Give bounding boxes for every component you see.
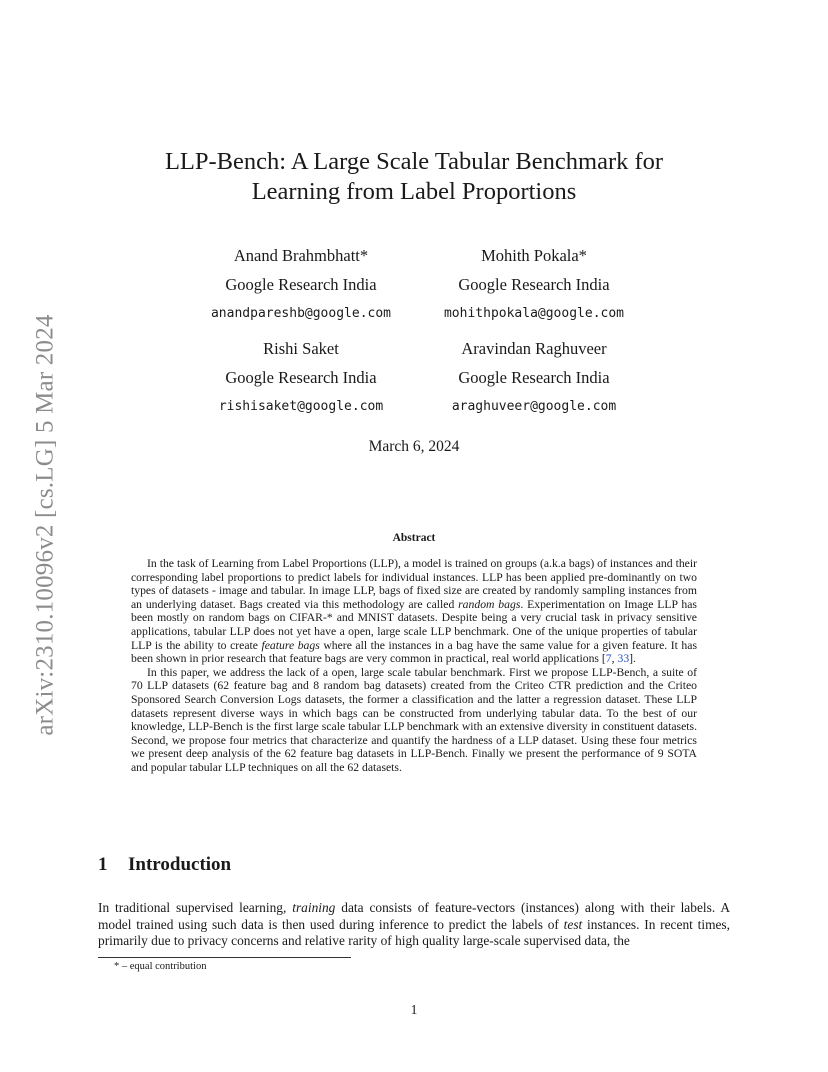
abstract-text: where all the instances in a bag have the same value for a given feature. It has been shown in prior research that feature bags are very common in practical, real world applications [ xyxy=(131,638,697,666)
author-affiliation: Google Research India xyxy=(225,275,377,294)
abstract-text: , xyxy=(611,652,618,666)
footnote-divider xyxy=(98,957,351,958)
author-email: rishisaket@google.com xyxy=(218,399,384,414)
author-block xyxy=(414,241,654,328)
author-block xyxy=(414,334,654,421)
author-email: mohithpokala@google.com xyxy=(443,306,624,321)
citation-link[interactable]: 33 xyxy=(617,652,630,666)
section-number: 1 xyxy=(98,854,108,875)
abstract-heading: Abstract xyxy=(392,532,436,544)
intro-emphasis: test xyxy=(563,916,583,932)
author-affiliation: Google Research India xyxy=(458,368,610,387)
author-name: Mohith Pokala* xyxy=(481,246,587,265)
abstract-body xyxy=(131,557,697,775)
author-email: araghuveer@google.com xyxy=(451,399,617,414)
footnote: * – equal contribution xyxy=(114,961,207,972)
arxiv-stamp xyxy=(28,290,64,760)
page-number: 1 xyxy=(410,1002,418,1017)
paper-title-line-2: Learning from Label Proportions xyxy=(251,178,577,205)
abstract-paragraph xyxy=(131,557,697,666)
intro-text: In traditional supervised learning, xyxy=(98,900,293,915)
abstract-text: ]. xyxy=(629,652,636,666)
abstract-emphasis: feature bags xyxy=(261,638,320,652)
intro-body xyxy=(98,900,730,950)
abstract-text: . Experimentation on Image LLP has been mostly on random bags on CIFAR-* and MNIST datasets. Despite being a very crucial task in privacy sensitive applications, tabular LLP does not yet have a open, large scale LLP benchmark. One of the unique properties of tabular LLP is the ability to create xyxy=(131,597,697,652)
citation-link[interactable]: 7 xyxy=(605,652,612,666)
section-heading xyxy=(98,854,231,876)
author-name: Rishi Saket xyxy=(263,339,339,358)
author-affiliation: Google Research India xyxy=(458,275,610,294)
author-block xyxy=(181,241,421,328)
abstract-text: In the task of Learning from Label Proportions (LLP), a model is trained on groups (a.k.a bags) of instances and their corresponding label proportions to predict labels for individual instances. LLP has been applied pre-dominantly on two types of datasets - image and tabular. In image LLP, bags of fixed size are created by randomly sampling instances from an underlying dataset. Bags created via this methodology are called xyxy=(131,557,697,611)
intro-emphasis: training xyxy=(292,900,336,915)
abstract-paragraph: In this paper, we address the lack of a open, large scale tabular benchmark. First we propose LLP-Bench, a suite of 70 LLP datasets (62 feature bag and 8 random bag datasets) created from the Criteo CTR prediction and the Criteo Sponsored Search Conversion Logs datasets, the former a classification and the latter a regression dataset. These LLP datasets represent diverse ways in which bags can be constructed from underlying tabular data. To the best of our knowledge, LLP-Bench is the first large scale tabular LLP benchmark with an extensive diversity in constituent datasets. Second, we propose four metrics that characterize and quantify the hardness of a LLP dataset. Using these four metrics we present deep analysis of the 62 feature bag datasets in LLP-Bench. Finally we present the performance of 9 SOTA and popular tabular LLP techniques on all the 62 datasets. xyxy=(131,665,697,774)
paper-title xyxy=(98,147,730,207)
arxiv-stamp-text: arXiv:2310.10096v2 [cs.LG] 5 Mar 2024 xyxy=(32,314,59,736)
author-name: Aravindan Raghuveer xyxy=(461,339,607,358)
author-name: Anand Brahmbhatt* xyxy=(233,246,369,265)
abstract-emphasis: random bags xyxy=(458,597,521,611)
intro-paragraph xyxy=(98,900,730,950)
author-email: anandpareshb@google.com xyxy=(210,306,391,321)
paper-date: March 6, 2024 xyxy=(368,438,460,455)
author-affiliation: Google Research India xyxy=(225,368,377,387)
section-title: Introduction xyxy=(128,854,232,875)
paper-title-line-1: LLP-Bench: A Large Scale Tabular Benchmark for xyxy=(164,148,664,175)
author-block xyxy=(181,334,421,421)
intro-text: instances. In recent times, primarily due to privacy concerns and relative rarity of high quality large-scale supervised data, the xyxy=(98,916,730,948)
intro-text: data consists of feature-vectors (instances) along with their labels. A model trained using such data is then used during inference to predict the labels of xyxy=(98,900,730,932)
